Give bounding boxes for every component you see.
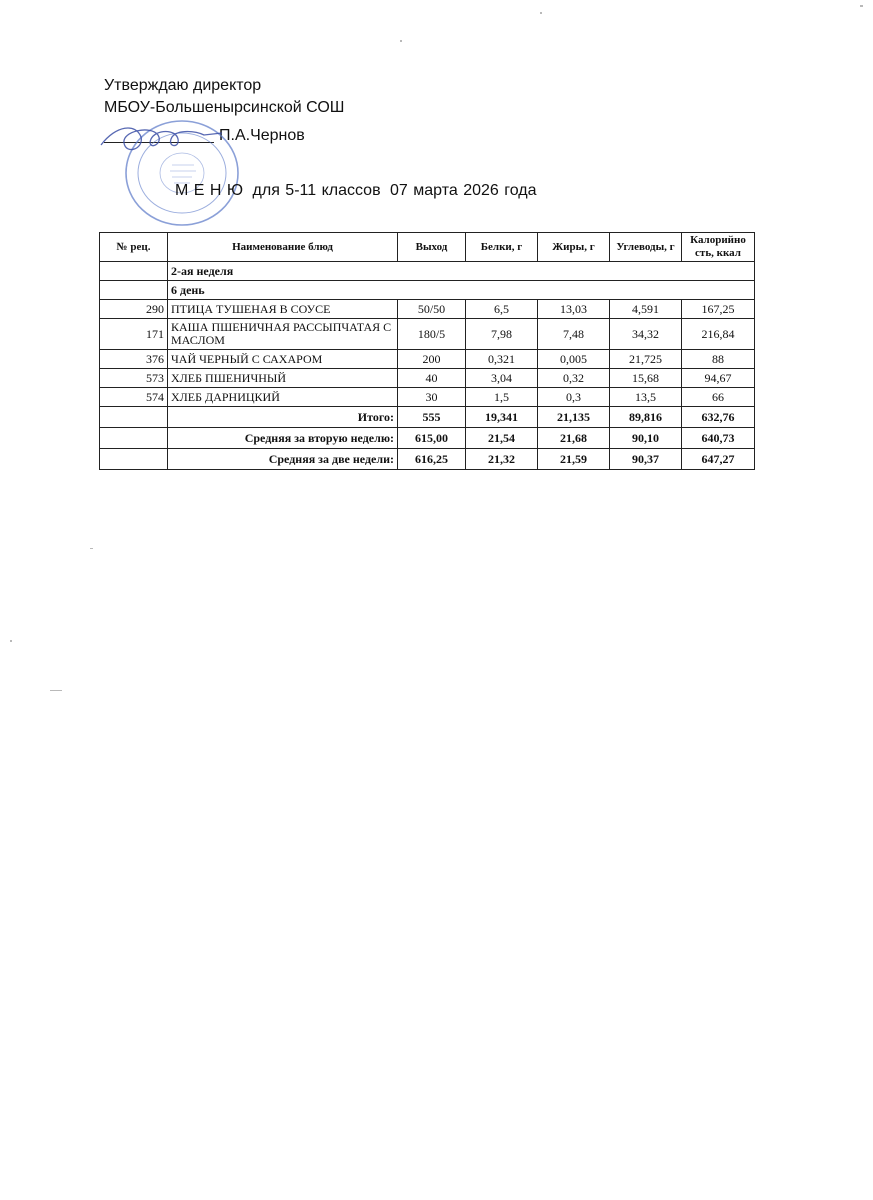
header-yield: Выход — [398, 233, 466, 262]
header-kcal: Калорийно сть, ккал — [682, 233, 755, 262]
protein-value: 7,98 — [466, 319, 538, 350]
carbs-value: 15,68 — [610, 369, 682, 388]
carbs-value: 34,32 — [610, 319, 682, 350]
week-row — [100, 262, 755, 281]
week-label: 2-ая неделя — [168, 262, 755, 281]
yield-value: 200 — [398, 350, 466, 369]
fat-value: 13,03 — [538, 300, 610, 319]
director-signature — [96, 115, 226, 165]
menu-word: М Е Н Ю — [175, 182, 244, 199]
avg-week2-protein: 21,54 — [466, 428, 538, 449]
scan-speck — [50, 690, 62, 691]
kcal-value: 66 — [682, 388, 755, 407]
avg-two-weeks-yield: 616,25 — [398, 449, 466, 470]
fat-value: 0,3 — [538, 388, 610, 407]
header-carbs: Углеводы, г — [610, 233, 682, 262]
avg-week2-fat: 21,68 — [538, 428, 610, 449]
header-fat: Жиры, г — [538, 233, 610, 262]
menu-title — [175, 182, 541, 200]
header-recipe-number: № рец. — [100, 233, 168, 262]
carbs-value: 4,591 — [610, 300, 682, 319]
day-row — [100, 281, 755, 300]
fat-value: 0,32 — [538, 369, 610, 388]
avg-week2-label: Средняя за вторую неделю: — [168, 428, 398, 449]
avg-two-weeks-carbs: 90,37 — [610, 449, 682, 470]
recipe-number: 573 — [100, 369, 168, 388]
dish-name: ХЛЕБ ДАРНИЦКИЙ — [168, 388, 398, 407]
avg-two-weeks-label: Средняя за две недели: — [168, 449, 398, 470]
recipe-number: 376 — [100, 350, 168, 369]
total-carbs: 89,816 — [610, 407, 682, 428]
yield-value: 40 — [398, 369, 466, 388]
approval-title: Утверждаю директор — [104, 77, 262, 94]
fat-value: 7,48 — [538, 319, 610, 350]
scan-speck — [400, 40, 402, 42]
total-yield: 555 — [398, 407, 466, 428]
menu-date: 07 марта 2026 года — [390, 182, 537, 199]
day-label: 6 день — [168, 281, 755, 300]
table-row — [100, 319, 755, 350]
yield-value: 180/5 — [398, 319, 466, 350]
avg-two-weeks-protein: 21,32 — [466, 449, 538, 470]
director-name: П.А.Чернов — [219, 127, 305, 144]
menu-classes: для 5-11 классов — [252, 182, 381, 199]
total-protein: 19,341 — [466, 407, 538, 428]
protein-value: 3,04 — [466, 369, 538, 388]
approval-block — [104, 75, 345, 144]
avg-week2-carbs: 90,10 — [610, 428, 682, 449]
table-row — [100, 350, 755, 369]
dish-name: ХЛЕБ ПШЕНИЧНЫЙ — [168, 369, 398, 388]
yield-value: 50/50 — [398, 300, 466, 319]
carbs-value: 21,725 — [610, 350, 682, 369]
total-fat: 21,135 — [538, 407, 610, 428]
table-header-row — [100, 233, 755, 262]
avg-two-weeks-kcal: 647,27 — [682, 449, 755, 470]
kcal-value: 167,25 — [682, 300, 755, 319]
avg-week2-kcal: 640,73 — [682, 428, 755, 449]
avg-week2-row — [100, 428, 755, 449]
dish-name: ЧАЙ ЧЕРНЫЙ С САХАРОМ — [168, 350, 398, 369]
table-row — [100, 300, 755, 319]
dish-name: ПТИЦА ТУШЕНАЯ В СОУСЕ — [168, 300, 398, 319]
total-row — [100, 407, 755, 428]
recipe-number: 171 — [100, 319, 168, 350]
kcal-value: 216,84 — [682, 319, 755, 350]
avg-two-weeks-fat: 21,59 — [538, 449, 610, 470]
scan-speck — [90, 548, 93, 549]
protein-value: 6,5 — [466, 300, 538, 319]
scan-speck — [10, 640, 12, 642]
total-kcal: 632,76 — [682, 407, 755, 428]
kcal-value: 88 — [682, 350, 755, 369]
total-label: Итого: — [168, 407, 398, 428]
dish-name: КАША ПШЕНИЧНАЯ РАССЫПЧАТАЯ С МАСЛОМ — [168, 319, 398, 350]
table-row — [100, 388, 755, 407]
protein-value: 0,321 — [466, 350, 538, 369]
header-dish-name: Наименование блюд — [168, 233, 398, 262]
scan-speck — [540, 12, 542, 14]
school-name: МБОУ-Большенырсинской СОШ — [104, 99, 345, 116]
protein-value: 1,5 — [466, 388, 538, 407]
avg-two-weeks-row — [100, 449, 755, 470]
avg-week2-yield: 615,00 — [398, 428, 466, 449]
table-row — [100, 369, 755, 388]
carbs-value: 13,5 — [610, 388, 682, 407]
recipe-number: 290 — [100, 300, 168, 319]
recipe-number: 574 — [100, 388, 168, 407]
fat-value: 0,005 — [538, 350, 610, 369]
menu-table — [99, 232, 755, 470]
scan-speck — [860, 5, 863, 7]
yield-value: 30 — [398, 388, 466, 407]
header-protein: Белки, г — [466, 233, 538, 262]
kcal-value: 94,67 — [682, 369, 755, 388]
